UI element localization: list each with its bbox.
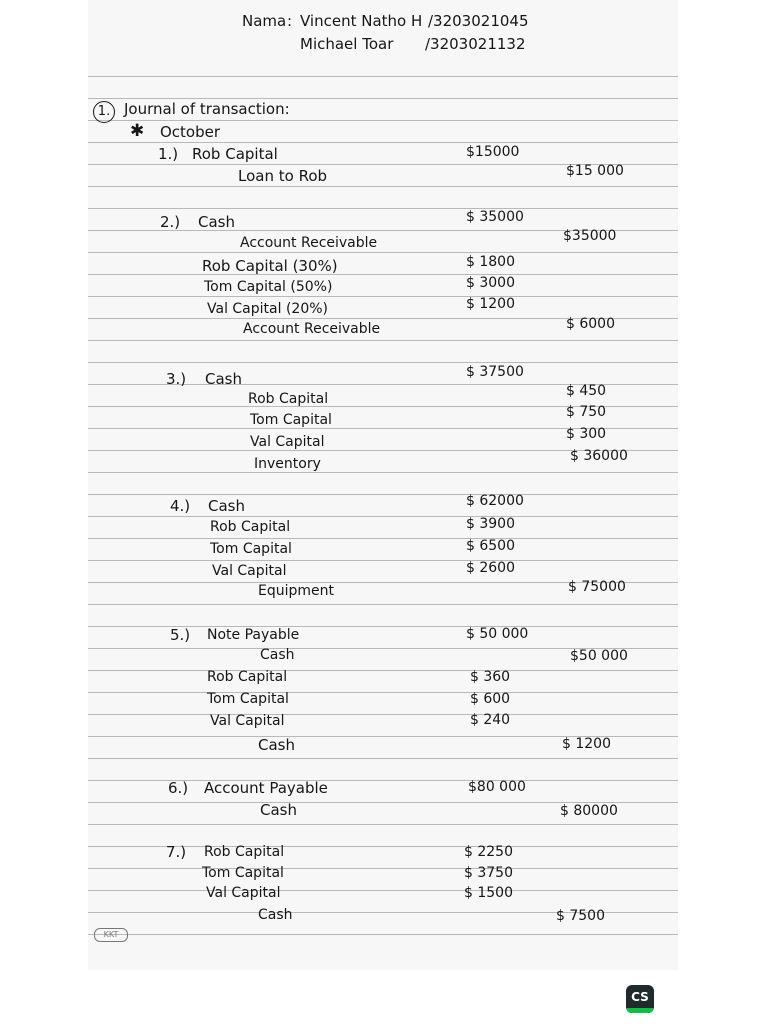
camscanner-logo-text: CS	[631, 990, 649, 1004]
account-name: Equipment	[258, 583, 334, 599]
entry-number: 6.)	[168, 779, 189, 797]
asterisk-icon: ✱	[130, 121, 145, 141]
account-name: Tom Capital	[250, 412, 332, 428]
ruled-line	[88, 670, 678, 671]
ruled-line	[88, 274, 678, 275]
debit-amount: $ 240	[470, 712, 511, 728]
credit-amount: $ 7500	[556, 908, 605, 924]
ruled-line	[88, 186, 678, 187]
debit-amount: $ 35000	[466, 209, 524, 225]
ruled-line	[88, 472, 678, 473]
student1-id: /3203021045	[428, 12, 529, 30]
name-label: Nama	[242, 12, 287, 30]
credit-amount: $ 80000	[560, 803, 618, 819]
account-name: Cash	[260, 801, 297, 819]
ruled-line	[88, 252, 678, 253]
student2-id: /3203021132	[425, 35, 526, 53]
month-label: October	[160, 123, 221, 141]
name-colon: :	[287, 12, 293, 30]
ruled-line	[88, 692, 678, 693]
credit-amount: $ 450	[566, 383, 607, 399]
debit-amount: $ 1500	[464, 885, 513, 901]
entry-number: 7.)	[166, 843, 187, 861]
entry-number: 5.)	[170, 626, 191, 644]
account-name: Account Payable	[204, 779, 328, 797]
ruled-line	[88, 604, 678, 605]
account-name: Cash	[208, 497, 245, 515]
account-name: Cash	[198, 213, 235, 231]
credit-amount: $15 000	[566, 163, 624, 179]
account-name: Cash	[258, 736, 295, 754]
debit-amount: $ 2600	[466, 560, 515, 576]
debit-amount: $ 1200	[466, 296, 515, 312]
ruled-line	[88, 824, 678, 825]
debit-amount: $ 37500	[466, 364, 524, 380]
account-name: Tom Capital (50%)	[204, 279, 333, 295]
ruled-line	[88, 890, 678, 891]
account-name: Cash	[258, 907, 293, 923]
student1-name: Vincent Natho H	[300, 12, 423, 30]
ruled-line	[88, 296, 678, 297]
section-title: Journal of transaction:	[124, 100, 290, 118]
account-name: Account Receivable	[243, 321, 381, 337]
debit-amount: $ 3900	[466, 516, 515, 532]
account-name: Rob Capital	[248, 391, 329, 407]
account-name: Rob Capital	[210, 519, 291, 535]
section-number: 1.	[93, 101, 115, 123]
account-name: Account Receivable	[240, 235, 378, 251]
ruled-line	[88, 76, 678, 77]
ruled-line	[88, 538, 678, 539]
credit-amount: $ 6000	[566, 316, 615, 332]
debit-amount: $15000	[466, 144, 520, 160]
ruled-line	[88, 494, 678, 495]
account-name: Rob Capital	[204, 844, 285, 860]
account-name: Tom Capital	[210, 541, 292, 557]
debit-amount: $ 3000	[466, 275, 515, 291]
account-name: Rob Capital (30%)	[202, 257, 338, 275]
account-name: Val Capital	[212, 563, 287, 579]
student2-name: Michael Toar	[300, 35, 394, 53]
debit-amount: $ 6500	[466, 538, 515, 554]
account-name: Val Capital	[210, 713, 285, 729]
debit-amount: $ 1800	[466, 254, 515, 270]
account-name: Rob Capital	[207, 669, 288, 685]
account-name: Val Capital	[206, 885, 281, 901]
credit-amount: $ 300	[566, 426, 607, 442]
account-name: Tom Capital	[207, 691, 289, 707]
ruled-line	[88, 714, 678, 715]
entry-number: 2.)	[160, 213, 181, 231]
debit-amount: $ 3750	[464, 865, 513, 881]
credit-amount: $ 750	[566, 404, 607, 420]
entry-number: 3.)	[166, 370, 187, 388]
debit-amount: $ 50 000	[466, 626, 529, 642]
ruled-line	[88, 98, 678, 99]
account-name: Cash	[260, 647, 295, 663]
ruled-line	[88, 758, 678, 759]
ruled-line	[88, 208, 678, 209]
debit-amount: $ 360	[470, 669, 511, 685]
credit-amount: $ 75000	[568, 579, 626, 595]
entry-number: 1.)	[158, 145, 179, 163]
debit-amount: $ 2250	[464, 844, 513, 860]
account-name: Inventory	[254, 456, 321, 472]
ruled-line	[88, 934, 678, 935]
ruled-line	[88, 120, 678, 121]
ruled-line	[88, 560, 678, 561]
debit-amount: $80 000	[468, 779, 526, 795]
ruled-line	[88, 516, 678, 517]
camscanner-logo-icon	[626, 985, 654, 1013]
account-name: Loan to Rob	[238, 167, 328, 185]
account-name: Val Capital	[250, 434, 325, 450]
account-name: Cash	[205, 370, 242, 388]
account-name: Val Capital (20%)	[207, 301, 328, 317]
credit-amount: $35000	[563, 228, 617, 244]
debit-amount: $ 600	[470, 691, 511, 707]
account-name: Rob Capital	[192, 145, 278, 163]
notebook-brand-mark: KKT	[94, 928, 128, 942]
ruled-line	[88, 142, 678, 143]
account-name: Tom Capital	[202, 865, 284, 881]
ruled-line	[88, 340, 678, 341]
credit-amount: $ 36000	[570, 448, 628, 464]
credit-amount: $ 1200	[562, 736, 611, 752]
entry-number: 4.)	[170, 497, 191, 515]
debit-amount: $ 62000	[466, 493, 524, 509]
ruled-line	[88, 868, 678, 869]
credit-amount: $50 000	[570, 648, 628, 664]
ruled-line	[88, 362, 678, 363]
account-name: Note Payable	[207, 627, 300, 643]
